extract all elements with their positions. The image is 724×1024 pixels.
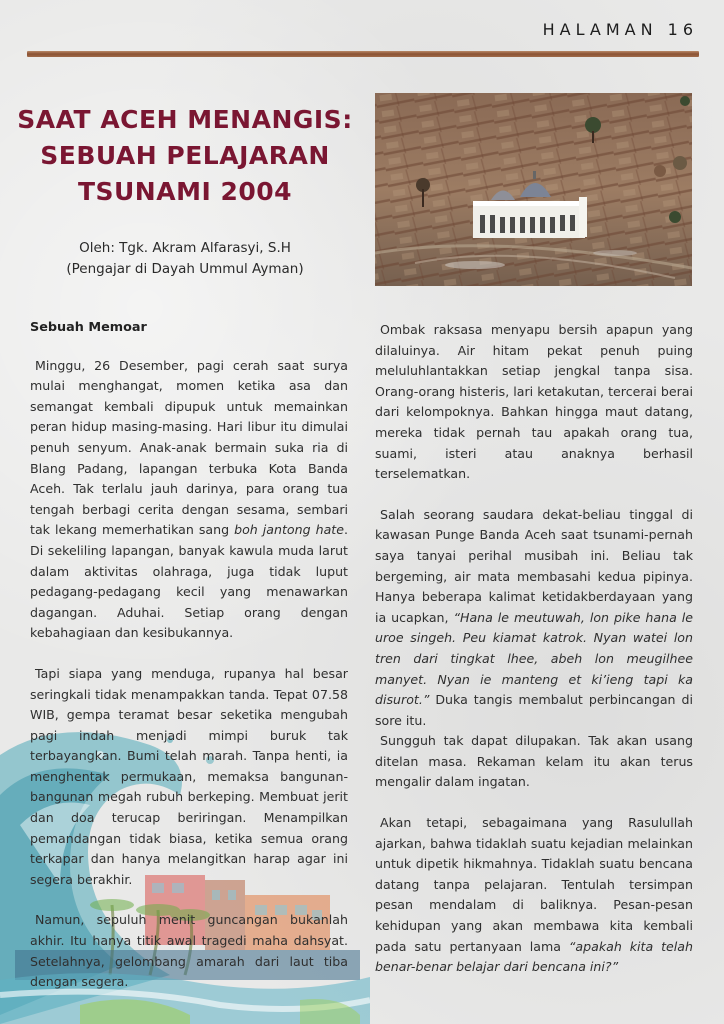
paragraph-1-italic: boh jantong hate <box>234 522 344 538</box>
section-heading: Sebuah Memoar <box>30 320 147 335</box>
paragraph-6: Sungguh tak dapat dilupakan. Tak akan usang ditelan masa. Rekaman kelam itu akan terus mengalir dalam ingatan. <box>375 733 693 790</box>
title-line-1: SAAT ACEH MENANGIS: <box>17 105 353 134</box>
paragraph-3: Namun, sepuluh menit guncangan bukanlah akhir. Itu hanya titik awal tragedi maha dahsyat. Setelahnya, gelombang amarah dari laut tiba dengan segera. <box>30 912 348 990</box>
paragraph-2: Tapi siapa yang menduga, rupanya hal besar seringkali tidak menampakkan tanda. Tepat 07.58 WIB, gempa teramat besar seketika mengubah pagi indah menjadi mimpi buruk tak terbayangkan. Bumi telah marah. Tanpa henti, ia menghentak permukaan, memaksa bangunan-bangunan megah rubuh berkeping. Membuat jerit dan doa terucap beriringan. Menampilkan pemandangan tidak biasa, ketika semua orang terkapar dan hanya melangitkan harap agar ini segera berakhir. <box>30 665 348 887</box>
paragraph-1-text-b: . Di sekeliling lapangan, banyak kawula muda larut dalam aktivitas olahraga, juga tidak luput pedagang-pedagang kecil yang menawarkan dagangan. Aduhai. Setiap orang dengan kebahagiaan dan kesibukannya. <box>30 522 349 641</box>
article-title <box>10 102 360 210</box>
paragraph-7 <box>375 813 693 978</box>
paragraph-1 <box>30 356 348 644</box>
paragraph-5 <box>375 505 693 732</box>
paragraph-5-text-b: Duka tangis membalut perbincangan di sore itu. <box>375 692 693 728</box>
paragraph-7-quote: “apakah kita telah benar-benar belajar dari bencana ini?” <box>375 938 693 975</box>
top-divider <box>27 51 699 57</box>
right-column <box>375 320 693 978</box>
byline <box>10 238 360 280</box>
author-name: Oleh: Tgk. Akram Alfarasyi, S.H <box>79 240 291 256</box>
paragraph-5-quote: “Hana le meutuwah, lon pike hana le uroe singeh. Peu kiamat katrok. Nyan watei lon tren dari tingkat lhee, abeh lon meugilhee manyet. Nyan ie manteng et ki’ieng tapi ka disurot.” <box>375 609 693 708</box>
author-affiliation: (Pengajar di Dayah Ummul Ayman) <box>66 261 304 277</box>
left-column <box>30 318 348 993</box>
title-line-3: TSUNAMI 2004 <box>77 177 293 206</box>
paragraph-5-text-a: Salah seorang saudara dekat-beliau tinggal di kawasan Punge Banda Aceh saat tsunami-pernah saya tanyai perihal musibah ini. Beliau tak bergeming, air mata membasahi kedua pipinya. Hanya beberapa kalimat ketidakberdayaan yang ia ucapkan, <box>375 506 693 625</box>
title-line-2: SEBUAH PELAJARAN <box>40 141 330 170</box>
photo-icon <box>375 93 692 286</box>
paragraph-1-text-a: Minggu, 26 Desember, pagi cerah saat surya mulai menghangat, momen ketika asa dan semangat kembali dipupuk untuk memainkan peran hidup masing-masing. Hari libur itu dimulai penuh senyum. Anak-anak bermain suka ria di Blang Padang, lapangan terbuka Kota Banda Aceh. Tak terlalu jauh darinya, para orang tua tengah berbagi cerita dengan sesama, sembari tak lekang memerhatikan sang <box>30 357 348 538</box>
paragraph-4: Ombak raksasa menyapu bersih apapun yang dilaluinya. Air hitam pekat penuh puing meluluhlantakkan setiap jengkal tanpa sisa. Orang-orang histeris, lari ketakutan, tercerai berai dari kelompoknya. Bahkan hingga maut datang, mereka tidak pernah tau apakah orang tua, suami, isteri atau anaknya berhasil terselematkan. <box>375 322 693 482</box>
paragraph-7-text-a: Akan tetapi, sebagaimana yang Rasulullah ajarkan, bahwa tidaklah suatu kejadian melainkan untuk dipetik hikmahnya. Tidaklah suatu bencana datang tanpa pelajaran. Tentulah tersimpan pesan mendalam di baliknya. Pesan-pesan kehidupan yang akan membawa kita kembali pada satu pertanyaan lama <box>375 815 693 954</box>
page-number: HALAMAN 16 <box>542 20 698 39</box>
mosque-aftermath-photo <box>375 93 692 286</box>
